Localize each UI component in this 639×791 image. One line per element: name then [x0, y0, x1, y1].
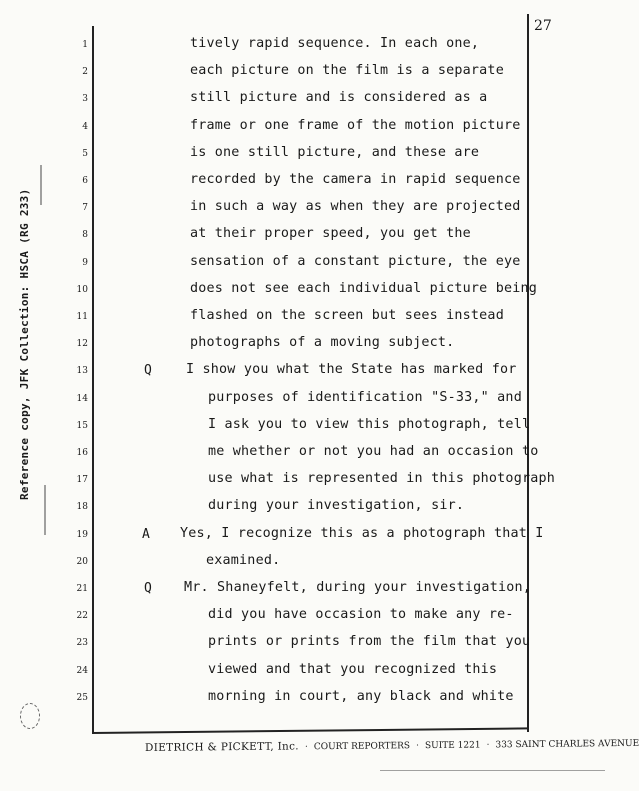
- line-number: 1: [82, 40, 88, 50]
- scan-speck: [380, 770, 605, 771]
- transcript-line: recorded by the camera in rapid sequence: [190, 172, 521, 187]
- transcript-line: prints or prints from the film that you: [208, 634, 531, 650]
- line-number: 12: [76, 339, 88, 350]
- footer-role: COURT REPORTERS: [313, 741, 411, 753]
- transcript-line: still picture and is considered as a: [190, 90, 488, 106]
- line-number: 7: [82, 203, 88, 214]
- transcript-line: examined.: [206, 552, 281, 568]
- line-number: 3: [82, 94, 88, 105]
- left-margin-rule: [92, 26, 94, 734]
- transcript-line: in such a way as when they are projected: [190, 199, 521, 215]
- line-number: 4: [82, 121, 88, 132]
- transcript-line: sensation of a constant picture, the eye: [190, 253, 521, 269]
- transcript-line: tively rapid sequence. In each one,: [190, 36, 480, 51]
- speaker-label: Q: [144, 581, 152, 596]
- transcript-line: viewed and that you recognized this: [208, 661, 498, 677]
- line-number: 13: [76, 366, 88, 377]
- transcript-line: photographs of a moving subject.: [190, 335, 455, 351]
- line-number: 2: [82, 67, 88, 78]
- transcript-line: use what is represented in this photograph: [208, 471, 555, 487]
- line-number: 8: [82, 230, 88, 241]
- punch-hole-icon: [20, 703, 40, 729]
- transcript-line: I show you what the State has marked for: [186, 362, 517, 378]
- line-number: 23: [76, 638, 88, 649]
- line-number: 19: [76, 529, 88, 540]
- speaker-label: Q: [144, 363, 152, 379]
- footer-company: DIETRICH & PICKETT, Inc.: [144, 740, 299, 754]
- line-number: 9: [82, 257, 88, 268]
- line-number: 10: [76, 284, 88, 295]
- line-number: 16: [76, 448, 88, 458]
- line-number: 14: [76, 393, 88, 404]
- line-number: 11: [76, 312, 88, 322]
- line-number: 18: [76, 502, 88, 513]
- transcript-line: is one still picture, and these are: [190, 144, 480, 160]
- scan-speck: [40, 165, 42, 205]
- transcript-line: flashed on the screen but sees instead: [190, 308, 504, 323]
- line-number: 24: [76, 665, 88, 676]
- line-number: 17: [76, 475, 88, 486]
- transcript-line: did you have occasion to make any re-: [208, 607, 514, 623]
- line-number: 5: [82, 148, 88, 159]
- right-margin-rule: [527, 14, 529, 732]
- court-reporter-footer: DIETRICH & PICKETT, Inc. · COURT REPORTERS · SUITE 1221 · 333 SAINT CHARLES AVENUE: [144, 738, 639, 754]
- line-number: 25: [76, 692, 88, 703]
- bottom-margin-rule: [92, 727, 529, 734]
- line-number: 21: [76, 584, 88, 594]
- transcript-line: at their proper speed, you get the: [190, 226, 471, 242]
- transcript-line: Mr. Shaneyfelt, during your investigation,: [184, 580, 531, 595]
- footer-suite: SUITE 1221: [424, 740, 481, 752]
- transcript-line: I ask you to view this photograph, tell: [208, 416, 531, 432]
- line-number: 6: [82, 176, 88, 186]
- line-number: 20: [76, 556, 88, 567]
- page-number: 27: [534, 18, 552, 34]
- scan-speck: [44, 485, 46, 535]
- transcript-line: me whether or not you had an occasion to: [208, 444, 539, 459]
- speaker-label: A: [142, 526, 150, 542]
- footer-address: 333 SAINT CHARLES AVENUE: [495, 738, 639, 751]
- line-number: 15: [76, 420, 88, 431]
- transcript-line: morning in court, any black and white: [208, 688, 514, 704]
- transcript-line: Yes, I recognize this as a photograph that I: [180, 525, 544, 541]
- line-number: 22: [76, 611, 88, 622]
- transcript-line: purposes of identification "S-33," and: [208, 389, 522, 405]
- transcript-line: each picture on the film is a separate: [190, 63, 504, 79]
- transcript-line: during your investigation, sir.: [208, 498, 465, 514]
- transcript-line: frame or one frame of the motion picture: [190, 117, 521, 133]
- archive-reference-stamp: Reference copy, JFK Collection: HSCA (RG 233): [18, 188, 31, 500]
- transcript-line: does not see each individual picture being: [190, 280, 537, 296]
